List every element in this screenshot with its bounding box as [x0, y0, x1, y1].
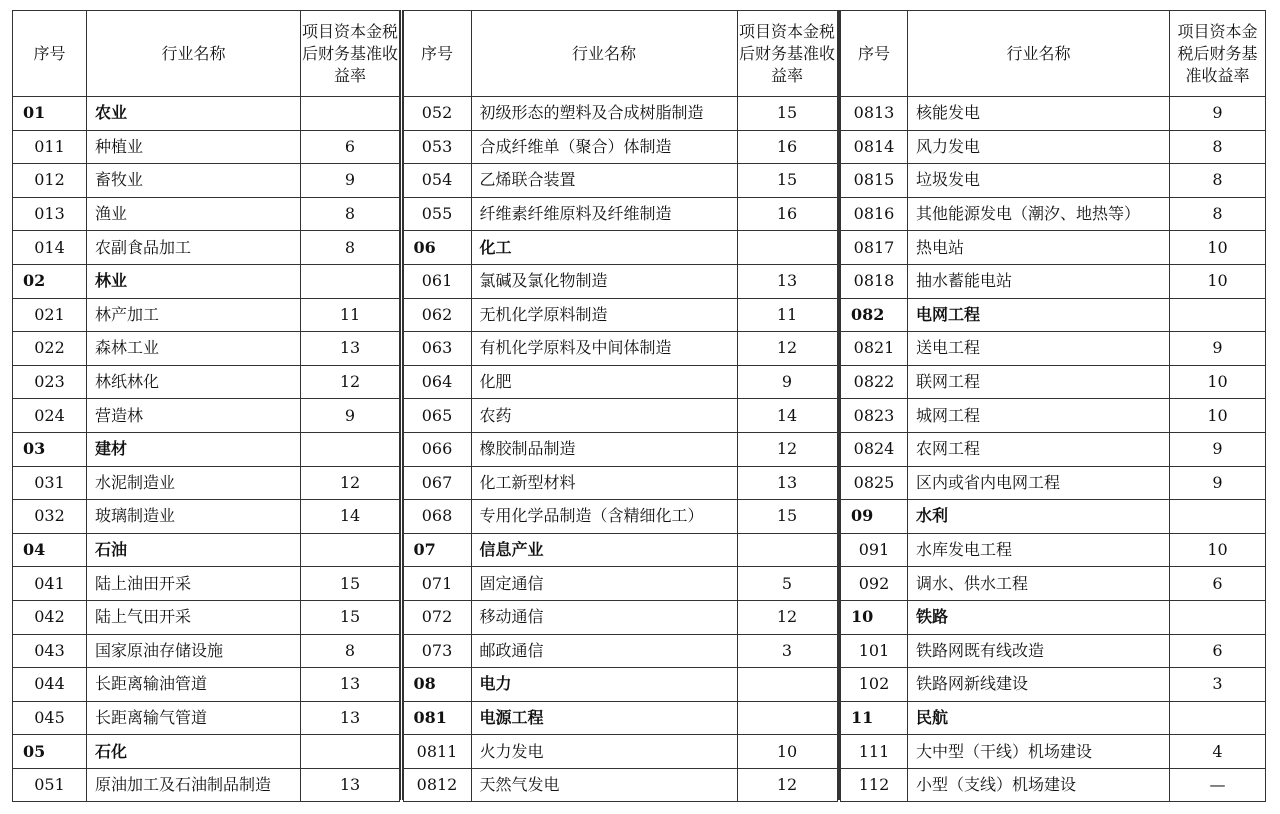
row-rate — [1170, 701, 1266, 735]
row-code: 041 — [13, 567, 87, 601]
row-rate — [301, 533, 400, 567]
row-code: 0814 — [841, 130, 908, 164]
row-industry-name: 铁路 — [908, 600, 1170, 634]
row-rate: 10 — [1170, 399, 1266, 433]
row-rate: 12 — [737, 332, 837, 366]
category-row — [13, 533, 400, 567]
row-code: 064 — [403, 365, 471, 399]
row-rate: 14 — [301, 500, 400, 534]
row-code: 012 — [13, 164, 87, 198]
row-code: 0815 — [841, 164, 908, 198]
row-industry-name: 石化 — [87, 735, 301, 769]
table-row — [403, 735, 837, 769]
row-industry-name: 电网工程 — [908, 298, 1170, 332]
row-code: 053 — [403, 130, 471, 164]
row-industry-name: 固定通信 — [471, 567, 737, 601]
table-row — [13, 298, 400, 332]
header-row — [13, 11, 400, 97]
row-code: 072 — [403, 600, 471, 634]
table-row — [13, 701, 400, 735]
row-rate: 4 — [1170, 735, 1266, 769]
row-code: 0821 — [841, 332, 908, 366]
row-rate: 10 — [1170, 533, 1266, 567]
row-code: 032 — [13, 500, 87, 534]
row-code: 054 — [403, 164, 471, 198]
table-row — [13, 130, 400, 164]
row-code: 07 — [403, 533, 471, 567]
row-rate: 9 — [1170, 466, 1266, 500]
row-industry-name: 农副食品加工 — [87, 231, 301, 265]
table-row — [841, 634, 1266, 668]
row-rate: 13 — [737, 264, 837, 298]
row-rate: 9 — [301, 164, 400, 198]
row-code: 04 — [13, 533, 87, 567]
row-industry-name: 联网工程 — [908, 365, 1170, 399]
table-row — [403, 500, 837, 534]
row-code: 052 — [403, 97, 471, 131]
row-rate: 16 — [737, 197, 837, 231]
category-row — [841, 701, 1266, 735]
row-rate: 12 — [737, 432, 837, 466]
row-industry-name: 大中型（干线）机场建设 — [908, 735, 1170, 769]
row-industry-name: 专用化学品制造（含精细化工） — [471, 500, 737, 534]
row-industry-name: 石油 — [87, 533, 301, 567]
row-rate: 15 — [301, 600, 400, 634]
table-row — [841, 768, 1266, 802]
header-code: 序号 — [403, 11, 471, 97]
row-industry-name: 核能发电 — [908, 97, 1170, 131]
row-industry-name: 水库发电工程 — [908, 533, 1170, 567]
row-code: 044 — [13, 668, 87, 702]
row-rate — [737, 701, 837, 735]
row-industry-name: 城网工程 — [908, 399, 1170, 433]
row-industry-name: 国家原油存储设施 — [87, 634, 301, 668]
row-industry-name: 邮政通信 — [471, 634, 737, 668]
header-row — [841, 11, 1266, 97]
row-code: 101 — [841, 634, 908, 668]
table-row — [403, 197, 837, 231]
table-row — [841, 735, 1266, 769]
row-code: 066 — [403, 432, 471, 466]
row-code: 042 — [13, 600, 87, 634]
header-row — [403, 11, 837, 97]
row-rate — [301, 432, 400, 466]
row-rate: 13 — [301, 768, 400, 802]
row-code: 0824 — [841, 432, 908, 466]
row-industry-name: 长距离输气管道 — [87, 701, 301, 735]
row-code: 0816 — [841, 197, 908, 231]
industry-rate-table — [12, 10, 1266, 800]
row-code: 011 — [13, 130, 87, 164]
table-row — [841, 130, 1266, 164]
table-row — [403, 600, 837, 634]
table-row — [403, 164, 837, 198]
table-block-2 — [403, 10, 838, 802]
row-code: 10 — [841, 600, 908, 634]
row-rate — [1170, 600, 1266, 634]
row-code: 082 — [841, 298, 908, 332]
row-industry-name: 建材 — [87, 432, 301, 466]
header-rate: 项目资本金税后财务基准收益率 — [1170, 11, 1266, 97]
row-rate: 8 — [301, 634, 400, 668]
row-code: 0822 — [841, 365, 908, 399]
table-row — [13, 164, 400, 198]
table-row — [403, 332, 837, 366]
row-code: 09 — [841, 500, 908, 534]
row-industry-name: 火力发电 — [471, 735, 737, 769]
row-rate: 11 — [737, 298, 837, 332]
row-rate: 9 — [1170, 97, 1266, 131]
row-code: 055 — [403, 197, 471, 231]
row-rate: 15 — [737, 97, 837, 131]
row-code: 022 — [13, 332, 87, 366]
table-row — [13, 600, 400, 634]
row-rate: 12 — [737, 600, 837, 634]
category-row — [841, 600, 1266, 634]
row-code: 013 — [13, 197, 87, 231]
row-industry-name: 渔业 — [87, 197, 301, 231]
row-industry-name: 初级形态的塑料及合成树脂制造 — [471, 97, 737, 131]
row-code: 02 — [13, 264, 87, 298]
row-code: 068 — [403, 500, 471, 534]
row-rate — [1170, 298, 1266, 332]
row-code: 024 — [13, 399, 87, 433]
table-row — [841, 432, 1266, 466]
row-rate: 12 — [737, 768, 837, 802]
row-industry-name: 铁路网新线建设 — [908, 668, 1170, 702]
table-row — [841, 164, 1266, 198]
row-industry-name: 信息产业 — [471, 533, 737, 567]
header-code: 序号 — [13, 11, 87, 97]
row-industry-name: 热电站 — [908, 231, 1170, 265]
row-code: 023 — [13, 365, 87, 399]
category-row — [403, 701, 837, 735]
table-row — [403, 365, 837, 399]
row-rate: 10 — [1170, 365, 1266, 399]
row-industry-name: 林纸林化 — [87, 365, 301, 399]
table-row — [841, 264, 1266, 298]
row-industry-name: 长距离输油管道 — [87, 668, 301, 702]
row-industry-name: 氯碱及氯化物制造 — [471, 264, 737, 298]
table-row — [13, 466, 400, 500]
row-industry-name: 调水、供水工程 — [908, 567, 1170, 601]
row-code: 063 — [403, 332, 471, 366]
category-row — [403, 668, 837, 702]
row-rate — [301, 264, 400, 298]
row-rate: 8 — [301, 231, 400, 265]
row-rate: 15 — [737, 500, 837, 534]
table-row — [841, 399, 1266, 433]
row-rate: 8 — [1170, 197, 1266, 231]
table-row — [841, 231, 1266, 265]
table-row — [13, 197, 400, 231]
row-code: 062 — [403, 298, 471, 332]
table-row — [841, 466, 1266, 500]
header-rate: 项目资本金税后财务基准收益率 — [301, 11, 400, 97]
row-rate — [301, 97, 400, 131]
row-industry-name: 风力发电 — [908, 130, 1170, 164]
row-rate: 9 — [1170, 432, 1266, 466]
row-industry-name: 水泥制造业 — [87, 466, 301, 500]
table-row — [841, 533, 1266, 567]
table-row — [841, 97, 1266, 131]
table-row — [403, 466, 837, 500]
row-industry-name: 原油加工及石油制品制造 — [87, 768, 301, 802]
row-industry-name: 铁路网既有线改造 — [908, 634, 1170, 668]
row-code: 03 — [13, 432, 87, 466]
row-rate: 10 — [737, 735, 837, 769]
row-industry-name: 送电工程 — [908, 332, 1170, 366]
row-industry-name: 陆上气田开采 — [87, 600, 301, 634]
row-industry-name: 小型（支线）机场建设 — [908, 768, 1170, 802]
row-rate — [301, 735, 400, 769]
row-industry-name: 玻璃制造业 — [87, 500, 301, 534]
row-code: 081 — [403, 701, 471, 735]
row-rate: 9 — [737, 365, 837, 399]
category-row — [13, 264, 400, 298]
row-industry-name: 林业 — [87, 264, 301, 298]
row-rate — [1170, 500, 1266, 534]
row-industry-name: 移动通信 — [471, 600, 737, 634]
table-row — [403, 567, 837, 601]
row-industry-name: 营造林 — [87, 399, 301, 433]
category-row — [841, 298, 1266, 332]
row-rate — [737, 533, 837, 567]
table-row — [841, 332, 1266, 366]
row-code: 0817 — [841, 231, 908, 265]
category-row — [403, 231, 837, 265]
row-industry-name: 森林工业 — [87, 332, 301, 366]
row-code: 06 — [403, 231, 471, 265]
category-row — [13, 432, 400, 466]
row-code: 0818 — [841, 264, 908, 298]
row-code: 102 — [841, 668, 908, 702]
row-industry-name: 橡胶制品制造 — [471, 432, 737, 466]
row-rate: 3 — [1170, 668, 1266, 702]
row-code: 08 — [403, 668, 471, 702]
table-row — [13, 768, 400, 802]
row-industry-name: 农业 — [87, 97, 301, 131]
row-rate: 8 — [301, 197, 400, 231]
row-rate: 9 — [1170, 332, 1266, 366]
row-rate — [737, 668, 837, 702]
row-industry-name: 民航 — [908, 701, 1170, 735]
row-industry-name: 无机化学原料制造 — [471, 298, 737, 332]
header-rate: 项目资本金税后财务基准收益率 — [737, 11, 837, 97]
row-code: 091 — [841, 533, 908, 567]
row-rate: 13 — [301, 701, 400, 735]
row-rate: 8 — [1170, 164, 1266, 198]
row-code: 031 — [13, 466, 87, 500]
row-code: 0812 — [403, 768, 471, 802]
row-industry-name: 化工 — [471, 231, 737, 265]
header-name: 行业名称 — [908, 11, 1170, 97]
row-rate: 11 — [301, 298, 400, 332]
row-industry-name: 合成纤维单（聚合）体制造 — [471, 130, 737, 164]
row-code: 0825 — [841, 466, 908, 500]
row-code: 112 — [841, 768, 908, 802]
row-code: 051 — [13, 768, 87, 802]
row-rate: 10 — [1170, 231, 1266, 265]
table-row — [841, 365, 1266, 399]
row-rate: 13 — [301, 668, 400, 702]
header-name: 行业名称 — [87, 11, 301, 97]
row-rate — [737, 231, 837, 265]
row-industry-name: 乙烯联合装置 — [471, 164, 737, 198]
table-row — [403, 768, 837, 802]
table-row — [841, 567, 1266, 601]
table-row — [13, 567, 400, 601]
row-industry-name: 水利 — [908, 500, 1170, 534]
table-row — [841, 668, 1266, 702]
row-industry-name: 有机化学原料及中间体制造 — [471, 332, 737, 366]
row-rate: 6 — [301, 130, 400, 164]
table-row — [13, 231, 400, 265]
row-rate: 6 — [1170, 567, 1266, 601]
table-row — [13, 668, 400, 702]
row-industry-name: 林产加工 — [87, 298, 301, 332]
table-block-1 — [12, 10, 400, 802]
row-rate: 16 — [737, 130, 837, 164]
category-row — [13, 735, 400, 769]
row-code: 073 — [403, 634, 471, 668]
row-rate: 10 — [1170, 264, 1266, 298]
row-code: 05 — [13, 735, 87, 769]
row-industry-name: 抽水蓄能电站 — [908, 264, 1170, 298]
row-code: 0823 — [841, 399, 908, 433]
table-row — [403, 298, 837, 332]
table-row — [403, 97, 837, 131]
row-rate: 13 — [737, 466, 837, 500]
row-rate: 5 — [737, 567, 837, 601]
row-code: 01 — [13, 97, 87, 131]
row-code: 014 — [13, 231, 87, 265]
row-industry-name: 电力 — [471, 668, 737, 702]
table-row — [403, 634, 837, 668]
row-industry-name: 畜牧业 — [87, 164, 301, 198]
row-industry-name: 垃圾发电 — [908, 164, 1170, 198]
row-code: 11 — [841, 701, 908, 735]
row-industry-name: 电源工程 — [471, 701, 737, 735]
row-code: 092 — [841, 567, 908, 601]
row-industry-name: 农药 — [471, 399, 737, 433]
row-rate: 9 — [301, 399, 400, 433]
row-rate: 12 — [301, 365, 400, 399]
table-row — [13, 634, 400, 668]
category-row — [13, 97, 400, 131]
table-row — [403, 130, 837, 164]
row-industry-name: 区内或省内电网工程 — [908, 466, 1170, 500]
table-row — [13, 365, 400, 399]
header-name: 行业名称 — [471, 11, 737, 97]
row-industry-name: 农网工程 — [908, 432, 1170, 466]
row-industry-name: 种植业 — [87, 130, 301, 164]
row-rate: 15 — [737, 164, 837, 198]
row-code: 061 — [403, 264, 471, 298]
row-industry-name: 纤维素纤维原料及纤维制造 — [471, 197, 737, 231]
row-code: 065 — [403, 399, 471, 433]
row-code: 067 — [403, 466, 471, 500]
row-rate: 3 — [737, 634, 837, 668]
row-rate: — — [1170, 768, 1266, 802]
row-code: 043 — [13, 634, 87, 668]
table-row — [403, 399, 837, 433]
row-rate: 12 — [301, 466, 400, 500]
row-rate: 8 — [1170, 130, 1266, 164]
table-row — [13, 332, 400, 366]
row-code: 045 — [13, 701, 87, 735]
row-industry-name: 化工新型材料 — [471, 466, 737, 500]
row-code: 021 — [13, 298, 87, 332]
row-rate: 6 — [1170, 634, 1266, 668]
table-row — [13, 500, 400, 534]
row-industry-name: 陆上油田开采 — [87, 567, 301, 601]
table-row — [841, 197, 1266, 231]
row-rate: 14 — [737, 399, 837, 433]
table-row — [403, 432, 837, 466]
table-row — [403, 264, 837, 298]
row-rate: 15 — [301, 567, 400, 601]
header-code: 序号 — [841, 11, 908, 97]
table-row — [13, 399, 400, 433]
row-industry-name: 天然气发电 — [471, 768, 737, 802]
row-industry-name: 化肥 — [471, 365, 737, 399]
row-code: 0811 — [403, 735, 471, 769]
row-industry-name: 其他能源发电（潮汐、地热等） — [908, 197, 1170, 231]
category-row — [841, 500, 1266, 534]
row-rate: 13 — [301, 332, 400, 366]
row-code: 071 — [403, 567, 471, 601]
table-block-3 — [840, 10, 1266, 802]
row-code: 111 — [841, 735, 908, 769]
row-code: 0813 — [841, 97, 908, 131]
category-row — [403, 533, 837, 567]
